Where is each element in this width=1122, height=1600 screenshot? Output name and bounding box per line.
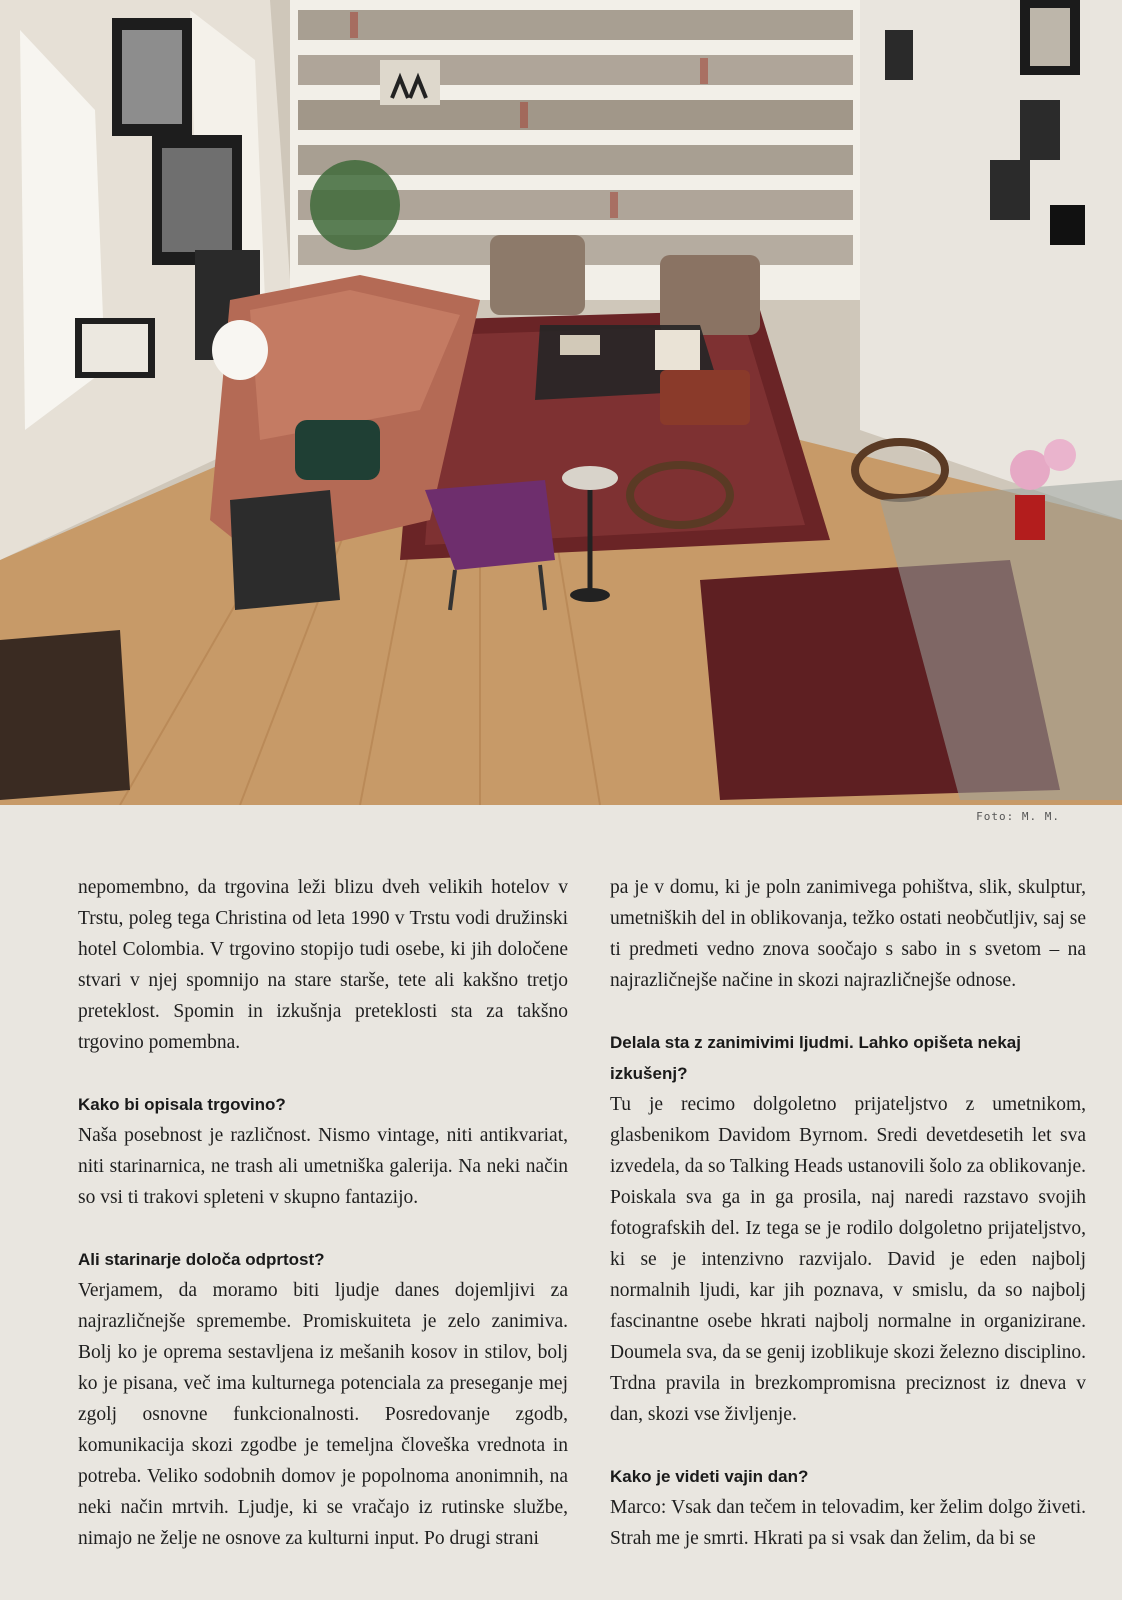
left-intro-paragraph: nepomembno, da trgovina leži blizu dveh velikih hotelov v Trstu, poleg tega Christina od leta 1990 v Trstu vodi družinski hotel Colombia. V trgovino stopijo tudi osebe, ki jih določene stvari v njej spomnijo na stare starše, tete ali kakšno tretjo preteklost. Spomin in izkušnja preteklosti sta za takšno trgovino pomembna. [78, 877, 568, 1053]
question-heading-openness: Ali starinarje določa odprtost? [78, 1250, 325, 1269]
answer-paragraph-people: Tu je recimo dolgoletno prijateljstvo z umetnikom, glasbenikom Davidom Byrnom. Sredi devetdesetih let sva izvedela, da so Talking Heads ustanovili šolo za oblikovanje. Poiskala sva ga in ga prosila, naj naredi razstavo svojih fotografskih del. Iz tega se je rodilo dolgoletno prijateljstvo, ki se je intenzivno razvijalo. David je eden najbolj normalnih ljudi, kar jih poznava, v smislu, da so najbolj fascinantne osebe hkrati najbolj normalne in organizirane. Doumela sva, da se genij izoblikuje skozi železno disciplino. Trdna pravila in brezkompromisna preciznost iz dneva v dan, skozi vse življenje. [610, 1094, 1086, 1425]
photo-credit: Foto: M. M. [976, 810, 1060, 823]
right-intro-paragraph: pa je v domu, ki je poln zanimivega pohištva, slik, skulptur, umetniških del in oblikovanja, težko ostati neobčutljiv, saj se ti predmeti vedno znova soočajo s sabo in s svetom – na najrazličnejše načine in skozi najrazličnejše odnose. [610, 877, 1086, 991]
question-heading-day: Kako je videti vajin dan? [610, 1467, 809, 1486]
question-heading-people: Delala sta z zanimivimi ljudmi. Lahko opišeta nekaj izkušenj? [610, 1033, 1021, 1083]
answer-paragraph-openness: Verjamem, da moramo biti ljudje danes dojemljivi za najrazličnejše spremembe. Promiskuiteta je zelo zanimiva. Bolj ko je oprema sestavljena iz mešanih kosov in stilov, bolj ko je pisana, več ima kulturnega potenciala za preseganje mej zgolj osnovne funkcionalnosti. Posredovanje zgodb, komunikacija skozi zgodbe je temeljna človeška vrednota in potreba. Veliko sodobnih domov je popolnoma anonimnih, na neki način mrtvih. Ljudje, ki se vračajo iz rutinske službe, nimajo ne želje ne osnove za kulturni input. Po drugi strani [78, 1280, 568, 1549]
question-heading-shop: Kako bi opisala trgovino? [78, 1095, 286, 1114]
answer-paragraph-day: Marco: Vsak dan tečem in telovadim, ker želim dolgo živeti. Strah me je smrti. Hkrati pa si vsak dan želim, da bi se [610, 1497, 1086, 1549]
answer-paragraph-shop: Naša posebnost je različnost. Nismo vintage, niti antikvariat, niti starinarnica, ne trash ali umetniška galerija. Na neki način so vsi ti trakovi spleteni v skupno fantazijo. [78, 1125, 568, 1208]
right-text-column [610, 872, 1086, 1554]
left-text-column [78, 872, 568, 1554]
